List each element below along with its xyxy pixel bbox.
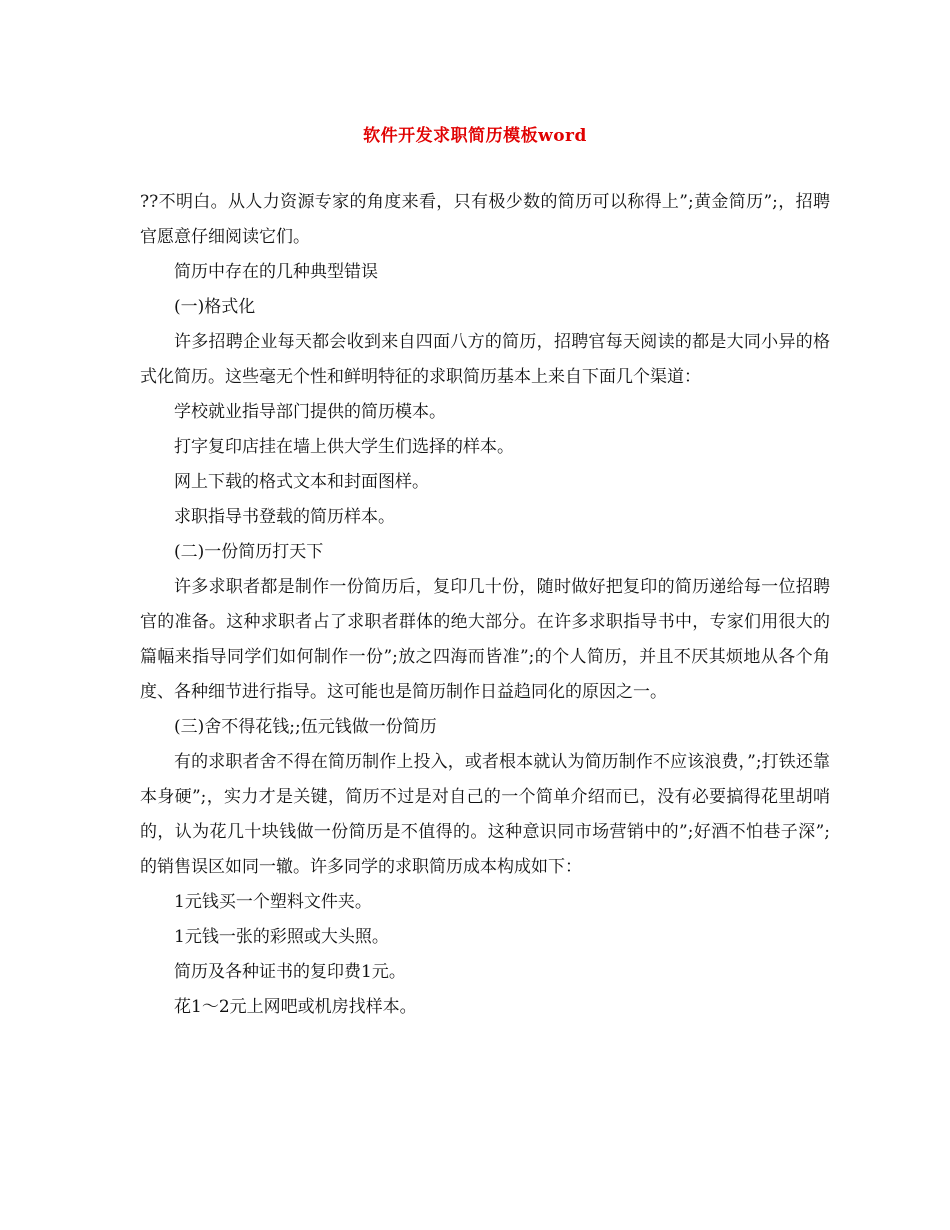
list-item: 打字复印店挂在墙上供大学生们选择的样本。 bbox=[174, 437, 514, 457]
paragraph: 许多求职者都是制作一份简历后，复印几十份，随时做好把复印的简历递给每一位招聘官的准备。这种求职者占了求职者群体的绝大部分。在许多求职指导书中，专家们用很大的篇幅来指导同学们如何制作一份”;放之四海而皆准”;的个人简历，并且不厌其烦地从各个角度、各种细节进行指导。这可能也是简历制作日益趋同化的原因之一。 bbox=[140, 577, 830, 702]
document-body bbox=[140, 185, 830, 1025]
document-title: 软件开发求职简历模板word bbox=[363, 126, 587, 146]
list-item: 1元钱一张的彩照或大头照。 bbox=[174, 927, 389, 947]
list-item: 花1～2元上网吧或机房找样本。 bbox=[174, 997, 417, 1017]
list-item: 1元钱买一个塑料文件夹。 bbox=[174, 892, 372, 912]
paragraph: 有的求职者舍不得在简历制作上投入，或者根本就认为简历制作不应该浪费，”;打铁还靠本身硬”;，实力才是关键，简历不过是对自己的一个简单介绍而已，没有必要搞得花里胡哨的，认为花几十块钱做一份简历是不值得的。这种意识同市场营销中的”;好酒不怕巷子深”;的销售误区如同一辙。许多同学的求职简历成本构成如下： bbox=[140, 752, 830, 877]
section-heading-2: (二)一份简历打天下 bbox=[174, 542, 324, 562]
paragraph-heading-errors: 简历中存在的几种典型错误 bbox=[174, 262, 378, 282]
list-item: 网上下载的格式文本和封面图样。 bbox=[174, 472, 429, 492]
list-item: 求职指导书登载的简历样本。 bbox=[174, 507, 395, 527]
paragraph-intro: ??不明白。从人力资源专家的角度来看，只有极少数的简历可以称得上”;黄金简历”;，招聘官愿意仔细阅读它们。 bbox=[140, 192, 830, 247]
list-item: 学校就业指导部门提供的简历模本。 bbox=[174, 402, 446, 422]
paragraph: 许多招聘企业每天都会收到来自四面八方的简历，招聘官每天阅读的都是大同小异的格式化简历。这些毫无个性和鲜明特征的求职简历基本上来自下面几个渠道： bbox=[140, 332, 830, 387]
list-item: 简历及各种证书的复印费1元。 bbox=[174, 962, 406, 982]
section-heading-1: (一)格式化 bbox=[174, 297, 256, 317]
section-heading-3: (三)舍不得花钱;;伍元钱做一份简历 bbox=[174, 717, 437, 737]
